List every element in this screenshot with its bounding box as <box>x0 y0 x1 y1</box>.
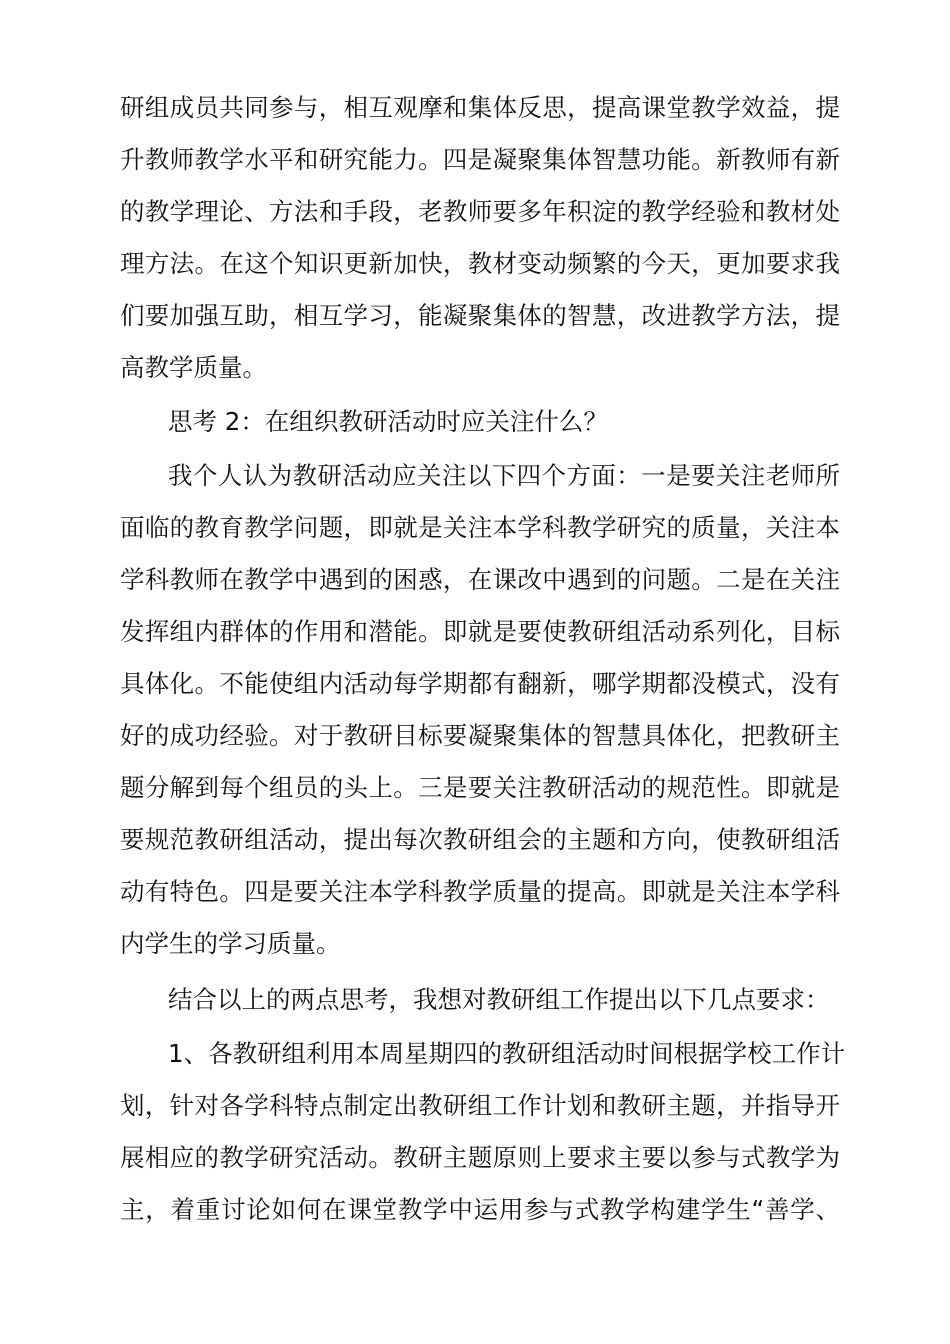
paragraph-line: 划，针对各学科特点制定出教研组工作计划和教研主题，并指导开 <box>120 1091 840 1120</box>
paragraph-line: 们要加强互助，相互学习，能凝聚集体的智慧，改进教学方法，提 <box>120 301 840 330</box>
paragraph-line: 学科教师在教学中遇到的困惑，在课改中遇到的问题。二是在关注 <box>120 565 840 594</box>
paragraph-line: 升教师教学水平和研究能力。四是凝聚集体智慧功能。新教师有新 <box>120 145 840 174</box>
paragraph-line: 要规范教研组活动，提出每次教研组会的主题和方向，使教研组活 <box>120 825 840 854</box>
paragraph-line: 理方法。在这个知识更新加快，教材变动频繁的今天，更加要求我 <box>120 249 840 278</box>
paragraph-line: 主，着重讨论如何在课堂教学中运用参与式教学构建学生“善学、 <box>120 1195 840 1224</box>
paragraph-line: 的教学理论、方法和手段，老教师要多年积淀的教学经验和教材处 <box>120 197 840 226</box>
paragraph-line: 内学生的学习质量。 <box>120 929 341 958</box>
question-heading: 思考 2：在组织教研活动时应关注什么？ <box>168 407 608 436</box>
paragraph-line: 结合以上的两点思考，我想对教研组工作提出以下几点要求： <box>168 985 830 1014</box>
paragraph-line: 我个人认为教研活动应关注以下四个方面：一是要关注老师所 <box>168 461 840 490</box>
paragraph-line: 高教学质量。 <box>120 353 267 382</box>
paragraph-line: 研组成员共同参与，相互观摩和集体反思，提高课堂教学效益，提 <box>120 93 840 122</box>
paragraph-line: 动有特色。四是要关注本学科教学质量的提高。即就是关注本学科 <box>120 877 840 906</box>
paragraph-line: 1、各教研组利用本周星期四的教研组活动时间根据学校工作计 <box>168 1039 846 1068</box>
paragraph-line: 面临的教育教学问题，即就是关注本学科教学研究的质量，关注本 <box>120 513 840 542</box>
paragraph-line: 发挥组内群体的作用和潜能。即就是要使教研组活动系列化，目标 <box>120 617 840 646</box>
paragraph-line: 题分解到每个组员的头上。三是要关注教研活动的规范性。即就是 <box>120 773 840 802</box>
paragraph-line: 好的成功经验。对于教研目标要凝聚集体的智慧具体化，把教研主 <box>120 721 840 750</box>
paragraph-line: 具体化。不能使组内活动每学期都有翻新，哪学期都没模式，没有 <box>120 669 840 698</box>
paragraph-line: 展相应的教学研究活动。教研主题原则上要求主要以参与式教学为 <box>120 1143 840 1172</box>
